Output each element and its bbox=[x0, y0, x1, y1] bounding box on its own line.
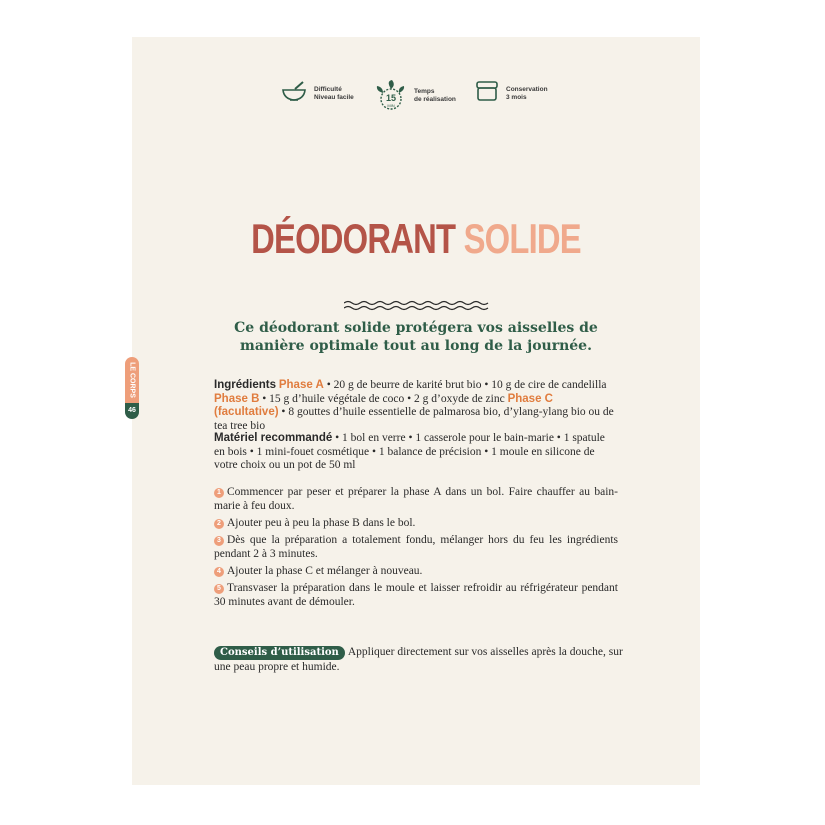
recipe-page bbox=[132, 37, 700, 785]
title-part-1: DÉODORANT bbox=[251, 215, 456, 262]
storage-value: 3 mois bbox=[506, 93, 527, 101]
steps-list bbox=[214, 485, 618, 612]
step-item bbox=[214, 516, 618, 530]
time-unit: MIN bbox=[387, 103, 395, 108]
step-item bbox=[214, 564, 618, 578]
page-number: 46 bbox=[125, 403, 139, 419]
difficulty-badge bbox=[280, 79, 354, 108]
step-item bbox=[214, 581, 618, 609]
materiel-text: • 1 bol en verre • 1 casserole pour le bain-marie • 1 spatule en bois • 1 mini-fouet cosmétique • 1 balance de précision • 1 moule en silicone de votre choix ou un pot de 50 ml bbox=[214, 432, 605, 471]
storage-badge bbox=[474, 79, 548, 108]
step-number: 4 bbox=[214, 567, 224, 577]
phase-c-text: • 8 gouttes d’huile essentielle de palmarosa bio, d’ylang-ylang bio ou de tea tree bio bbox=[214, 406, 614, 432]
recipe-title bbox=[194, 215, 637, 263]
tips-label: Conseils d’utilisation bbox=[214, 646, 345, 660]
tips-text: Appliquer directement sur vos aisselles après la douche, sur une peau propre et humide. bbox=[214, 646, 623, 673]
section-tab bbox=[125, 357, 139, 403]
wave-divider bbox=[344, 299, 492, 311]
step-item bbox=[214, 485, 618, 513]
storage-title: Conservation bbox=[506, 85, 548, 93]
step-number: 5 bbox=[214, 584, 224, 594]
intro-text: Ce déodorant solide protégera vos aisselles de manière optimale tout au long de la journée. bbox=[234, 320, 598, 354]
step-number: 3 bbox=[214, 536, 224, 546]
phase-b-text: • 15 g d’huile végétale de coco • 2 g d’oxyde de zinc bbox=[259, 392, 508, 405]
phase-c-label: Phase C (facultative) bbox=[214, 392, 553, 418]
tips-section bbox=[214, 645, 624, 675]
jar-icon bbox=[474, 79, 500, 108]
step-text: Ajouter peu à peu la phase B dans le bol. bbox=[227, 517, 416, 529]
title-part-2: SOLIDE bbox=[463, 215, 581, 262]
step-text: Commencer par peser et préparer la phase A dans un bol. Faire chauffer au bain-marie à feu doux. bbox=[214, 486, 618, 512]
phase-a-text: • 20 g de beurre de karité brut bio • 10 g de cire de candelilla bbox=[323, 379, 607, 391]
phase-b-label: Phase B bbox=[214, 392, 260, 405]
ingredients-section bbox=[214, 379, 618, 433]
time-number: 15 bbox=[385, 93, 396, 103]
phase-a-label: Phase A bbox=[278, 379, 324, 391]
time-value: de réalisation bbox=[414, 96, 456, 103]
step-text: Transvaser la préparation dans le moule et laisser refroidir au réfrigérateur pendant 30 minutes avant de démouler. bbox=[214, 582, 618, 608]
step-number: 1 bbox=[214, 488, 224, 498]
step-text: Dès que la préparation a totalement fondu, mélanger hors du feu les ingrédients pendant 2 à 3 minutes. bbox=[214, 534, 618, 560]
side-tab bbox=[125, 357, 139, 419]
step-number: 2 bbox=[214, 519, 224, 529]
section-label: LE CORPS bbox=[128, 362, 136, 398]
materiel-section bbox=[214, 432, 618, 473]
ingredients-label: Ingrédients bbox=[214, 379, 276, 391]
info-badges bbox=[280, 79, 560, 109]
difficulty-value: Niveau facile bbox=[314, 93, 354, 101]
time-title: Temps bbox=[414, 88, 435, 95]
leaf-timer-icon bbox=[374, 79, 408, 113]
mortar-icon bbox=[280, 79, 308, 108]
time-badge bbox=[374, 79, 456, 113]
step-text: Ajouter la phase C et mélanger à nouveau. bbox=[227, 565, 423, 577]
step-item bbox=[214, 533, 618, 561]
difficulty-title: Difficulté bbox=[314, 85, 342, 93]
materiel-label: Matériel recommandé bbox=[214, 432, 333, 444]
